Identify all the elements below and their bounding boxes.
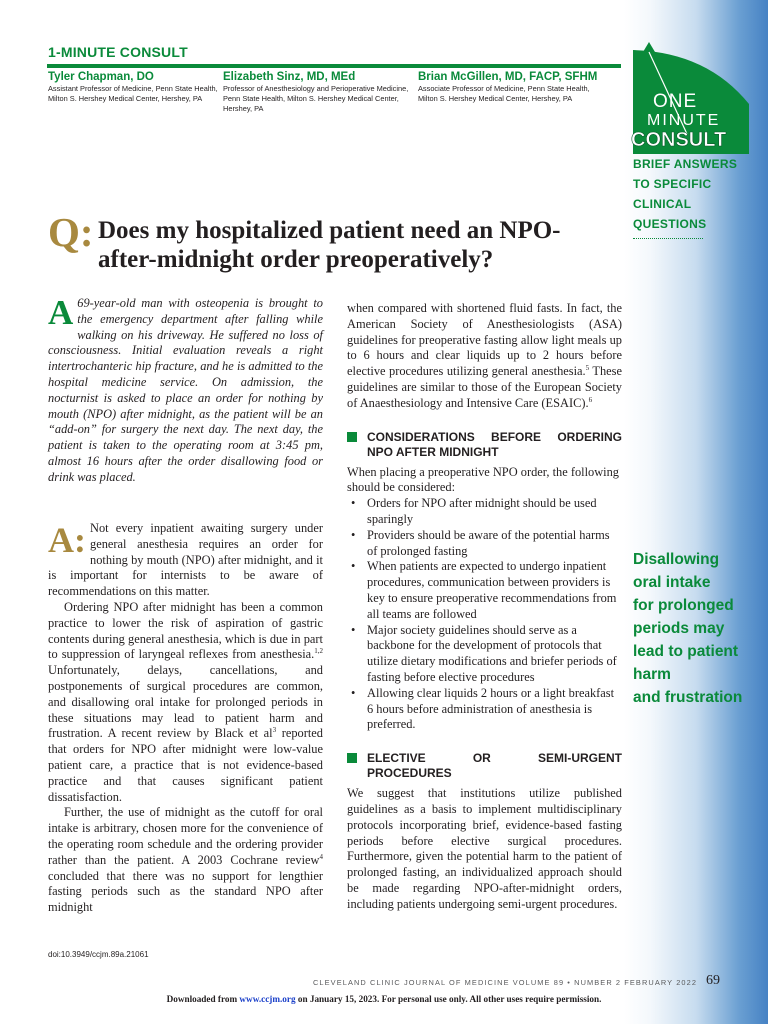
author-affiliation: Assistant Professor of Medicine, Penn State Health, Milton S. Hershey Medical Center, Hershey, PA [48,84,218,104]
answer-p2-text-a: Ordering NPO after midnight has been a common practice to lower the risk of aspiration of gastric contents during general anesthesia, which is due in part to suppression of laryngeal reflexes from anesthesia. [48,599,323,662]
author-affiliation: Professor of Anesthesiology and Perioperative Medicine, Penn State Health, Milton S. Hershey Medical Center, Hershey, PA [223,84,409,114]
pull-quote-line: and frustration [633,689,743,706]
pull-quote [633,548,763,709]
tagline-line: CLINICAL [633,197,692,211]
one-minute-consult-logo [627,42,751,154]
green-square-icon [347,753,357,763]
considerations-list [347,496,622,733]
citation-superscript: 3 [272,726,277,735]
logo-line-one: ONE [653,91,698,112]
answer-drop-cap: A: [48,520,86,560]
citation-superscript: 4 [319,852,323,861]
header-rule [47,64,621,68]
citation-superscript: 5 [585,364,590,373]
logo-line-minute: MINUTE [647,112,721,129]
author-block-3 [418,70,608,104]
citation-superscript: 1,2 [314,647,323,656]
logo-line-consult: CONSULT [631,129,727,151]
case-drop-cap: A [48,293,74,332]
list-item: • When patients are expected to undergo inpatient procedures, communication between providers is key to ensure preoperative recommendations from all teams are followed [347,559,622,622]
elective-paragraph: We suggest that institutions utilize published guidelines as a basis to implement multidisciplinary protocols incorporating brief, evidence-based fasting periods before elective surgical procedures. Furthermore, given the potential harm to the patient of prolonged fasting, an individualized approach should be made regarding NPO-after-midnight orders, including patients undergoing semi-urgent procedures. [347,786,622,911]
answer-p3-text-a: Further, the use of midnight as the cutoff for oral intake is arbitrary, chosen more for the convenience of the operating room schedule and the ordering provider rather than the patient. A 2003 Cochrane review [48,805,323,867]
right-p1-text-b: These guidelines are similar to those of the European Society of Anaesthesiology and Intensive Care (ESAIC). [347,364,622,410]
pull-quote-line: lead to patient [633,643,739,660]
answer-p2-text-b: Unfortunately, delays, cancellations, and postponements of surgical procedures are common, and disallowing oral intake for prolonged periods in these situations may lead to patient harm and frustration. A recent review by Black et al [48,663,323,741]
author-affiliation: Associate Professor of Medicine, Penn State Health, Milton S. Hershey Medical Center, Hershey, PA [418,84,590,104]
case-text: 69-year-old man with osteopenia is brought to the emergency department after falling while walking on his driveway. He suffered no loss of consciousness. Initial evaluation reveals a right intertrochanteric hip fracture, and he is admitted to the hospital medicine service. On admission, the nocturnist is asked to place an order for nothing by mouth (NPO) after midnight, as the patient will be an “add-on” for surgery the next day. The next day, the patient is taken to the operating room at 3:45 pm, almost 16 hours after the order disallowing food or drink was placed. [48,296,323,484]
tagline-dotted-rule [633,238,703,239]
right-text-column [347,301,622,913]
page-number: 69 [706,973,720,988]
citation-superscript: 6 [588,395,593,404]
answer-paragraph-3 [48,805,323,916]
subheading-text: CONSIDERATIONS BEFORE ORDERING NPO AFTER MIDNIGHT [367,429,622,459]
download-text-pre: Downloaded from [166,994,240,1004]
pull-quote-line: for prolonged [633,597,734,614]
right-paragraph-1 [347,301,622,412]
author-name: Brian McGillen, MD, FACP, SFHM [418,71,598,83]
tagline-line: BRIEF ANSWERS [633,157,738,171]
subheading-considerations [347,430,622,460]
download-text-post: on January 15, 2023. For personal use only. All other uses require permission. [295,994,602,1004]
tagline-line: QUESTIONS [633,217,707,231]
list-item: • Allowing clear liquids 2 hours or a light breakfast 6 hours before administration of anesthesia is preferred. [347,686,622,733]
download-notice [0,994,768,1004]
ccjm-link[interactable]: www.ccjm.org [239,994,296,1004]
right-p1-text-a: when compared with shortened fluid fasts. In fact, the American Society of Anesthesiologists (ASA) guidelines for preoperative fasting allow light meals up to 6 hours and clear liquids up to 2 hours before elective procedures utilizing general anesthesia. [347,301,622,379]
pull-quote-line: Disallowing [633,551,720,568]
green-square-icon [347,432,357,442]
section-label: 1-MINUTE CONSULT [48,44,188,60]
pull-quote-line: periods may [633,620,725,637]
list-item: • Providers should be aware of the potential harms of prolonged fasting [347,528,622,560]
tagline [633,154,737,234]
subheading-elective [347,751,622,781]
subheading-text: ELECTIVE OR SEMI-URGENT PROCEDURES [367,751,622,781]
considerations-intro: When placing a preoperative NPO order, the following should be considered: [347,464,620,495]
journal-footer: CLEVELAND CLINIC JOURNAL OF MEDICINE VOLUME 89 • NUMBER 2 FEBRUARY 2022 [313,978,698,987]
answer-p2-text-c: reported that orders for NPO after midnight were low-value patient care, a practice that is not evidence-based practice and that causes significant patient dissatisfaction. [48,726,324,804]
list-item: • Major society guidelines should serve as a backbone for the development of protocols that utilize dietary modifications and briefer periods of fasting before elective procedures [347,623,622,686]
author-name: Tyler Chapman, DO [48,71,154,83]
author-name: Elizabeth Sinz, MD, MEd [223,71,356,83]
author-block-1 [48,70,238,104]
pull-quote-line: oral intake [633,574,711,591]
pull-quote-line: harm [633,666,671,683]
case-vignette [48,293,323,486]
doi-label: doi:10.3949/ccjm.89a.21061 [48,950,149,959]
question-mark-label: Q: [48,209,94,255]
answer-column [48,521,323,916]
answer-p1-text: Not every inpatient awaiting surgery under general anesthesia requires an order for nothing by mouth (NPO) after midnight, and it is important for internists to be aware of recommendations on this matter. [48,521,323,599]
tagline-line: TO SPECIFIC [633,177,712,191]
question-title: Does my hospitalized patient need an NPO-after-midnight order preoperatively? [98,217,561,273]
author-block-2 [223,70,413,115]
answer-paragraph-2 [48,600,323,805]
answer-paragraph-1 [48,521,323,600]
list-item: • Orders for NPO after midnight should be used sparingly [347,496,622,528]
answer-p3-text-b: concluded that there was no support for lengthier fasting periods such as the standard NPO after midnight [48,868,323,915]
